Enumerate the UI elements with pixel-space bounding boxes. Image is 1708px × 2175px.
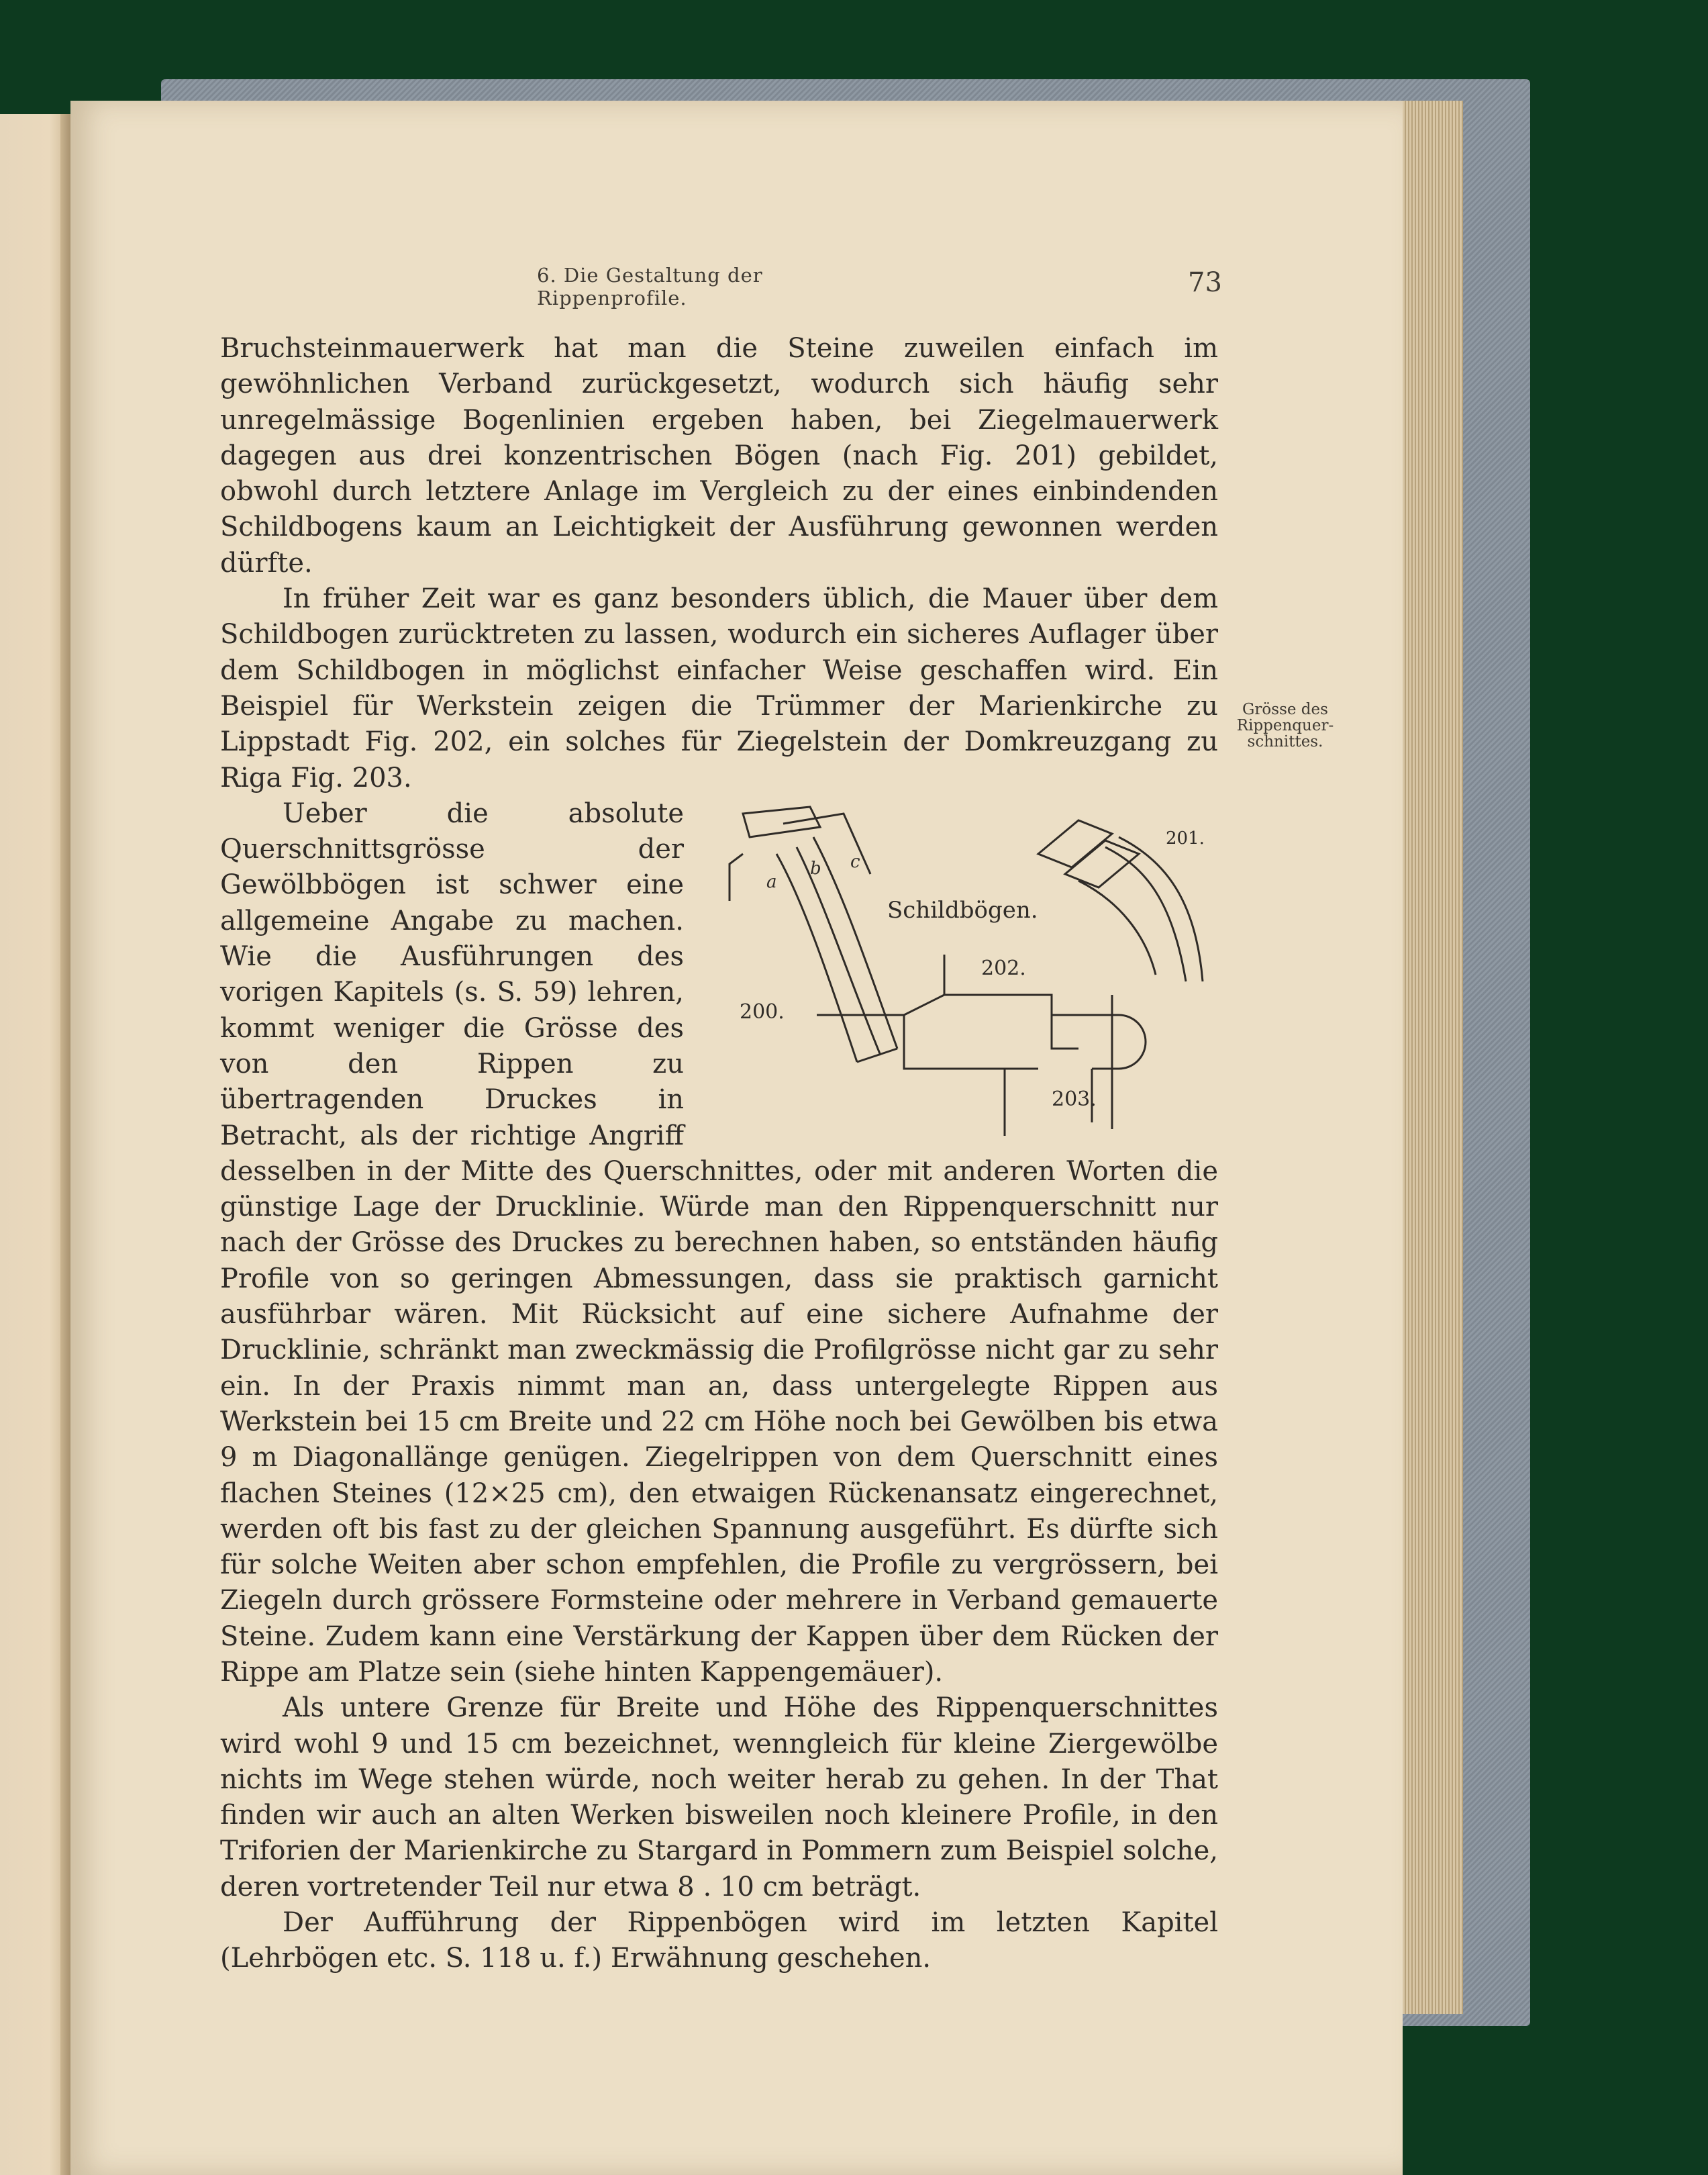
fig200-base	[857, 1049, 897, 1062]
fig-label-200: 200.	[740, 1000, 785, 1024]
fig-label-b: b	[810, 858, 821, 879]
fig-label-202: 202.	[981, 956, 1026, 980]
paragraph: Ueber die absolute Querschnittsgrösse der Gewölbbögen ist schwer eine allgemeine Angabe zu machen. Wie die Ausführungen des vorigen Kapitels (s. S. 59) lehren, kommt weniger die Grösse des von den Rippen zu übertragenden Druckes in Betracht, als der richtige Angriff desselben in der Mitte des Querschnittes, oder mit anderen Worten die günstige Lage der Drucklinie. Würde man den Rippenquerschnitt nur nach der Grösse des Druckes zu berechnen haben, so entständen häufig Profile von so geringen Abmessungen, dass sie praktisch garnicht ausführbar wären. Mit Rücksicht auf eine sichere Aufnahme der Drucklinie, schränkt man zweckmässig die Profilgrösse nicht gar zu sehr ein. In der Praxis nimmt man an, dass untergelegte Rippen aus Werkstein bei 15 cm Breite und 22 cm Höhe noch bei Gewölben bis etwa 9 m Diagonallänge genügen. Ziegelrippen von dem Querschnitt eines flachen Steines (12×25 cm), den etwaigen Rückenansatz eingerechnet, werden oft bis fast zu der gleichen Spannung ausgeführt. Es dürfte sich für solche Weiten aber schon empfehlen, die Profile zu vergrössern, bei Ziegeln durch grössere Formsteine oder mehrere in Verband gemauerte Steine. Zudem kann eine Verstärkung der Kappen über dem Rücken der Rippe am Platze sein (siehe hinten Kappengemäuer).	[220, 798, 1218, 1688]
running-head: 6. Die Gestaltung der Rippenprofile.	[537, 264, 763, 309]
fig203-profile	[1052, 1015, 1146, 1069]
paragraph: Als untere Grenze für Breite und Höhe des Rippenquerschnittes wird wohl 9 und 15 cm bezeichnet, wenngleich für kleine Ziergewölbe nichts im Wege stehen würde, noch weiter herab zu gehen. In der That finden wir auch an alten Werken bisweilen noch kleinere Profile, in den Triforien der Marienkirche zu Stargard in Pommern zum Beispiel solche, deren vortretender Teil nur etwa 8 . 10 cm beträgt.	[220, 1692, 1218, 1902]
paragraph: Bruchsteinmauerwerk hat man die Steine zuweilen einfach im gewöhnlichen Verband zurückgesetzt, wodurch sich häufig sehr unregelmässige Bogenlinien ergeben haben, bei Ziegelmauerwerk dagegen aus drei konzentrischen Bögen (nach Fig. 201) gebildet, obwohl durch letztere Anlage im Vergleich zu der eines einbindenden Schildbogens kaum an Leichtigkeit der Ausführung gewonnen werden dürfte.	[220, 333, 1218, 579]
paragraph: Der Aufführung der Rippenbögen wird im letzten Kapitel (Lehrbögen etc. S. 118 u. f.) Erwähnung geschehen.	[220, 1907, 1218, 1974]
fig-label-schildboegen: Schildbögen.	[887, 896, 1038, 924]
fig203-step	[1052, 1015, 1078, 1049]
figure-drawing	[703, 800, 1219, 1146]
margin-note-line: Rippenquer-	[1236, 717, 1334, 734]
fig200-edge	[730, 854, 743, 901]
paragraph: In früher Zeit war es ganz besonders üblich, die Mauer über dem Schildbogen zurücktreten zu lassen, wodurch ein sicheres Auflager über dem Schildbogen in möglichst einfacher Weise geschaffen wird. Ein Beispiel für Werkstein zeigen die Trümmer der Marienkirche zu Lippstadt Fig. 202, ein solches für Ziegelstein der Domkreuzgang zu Riga Fig. 203.	[220, 583, 1218, 793]
figure-illustration	[703, 800, 1219, 1146]
page-number: 73	[1188, 267, 1222, 298]
fig-label-201: 201.	[1166, 828, 1205, 849]
fig-label-c: c	[850, 851, 860, 872]
fig201-arch-3	[1078, 881, 1156, 975]
fig200-stone	[743, 807, 820, 837]
fig-label-a: a	[766, 871, 777, 892]
margin-note-line: Grösse des	[1242, 701, 1328, 718]
fig-label-203: 203.	[1052, 1087, 1097, 1111]
fig201-brick	[1065, 840, 1139, 887]
fig202-base	[904, 1015, 1038, 1069]
fig201-arch-1	[1105, 847, 1186, 981]
margin-note-line: schnittes.	[1247, 733, 1323, 751]
fig201-arch-2	[1119, 837, 1203, 981]
body-text	[220, 331, 1218, 1977]
fig200-arch-inner	[776, 854, 857, 1062]
fig200-arch-mid	[797, 847, 881, 1055]
margin-note	[1228, 702, 1342, 750]
